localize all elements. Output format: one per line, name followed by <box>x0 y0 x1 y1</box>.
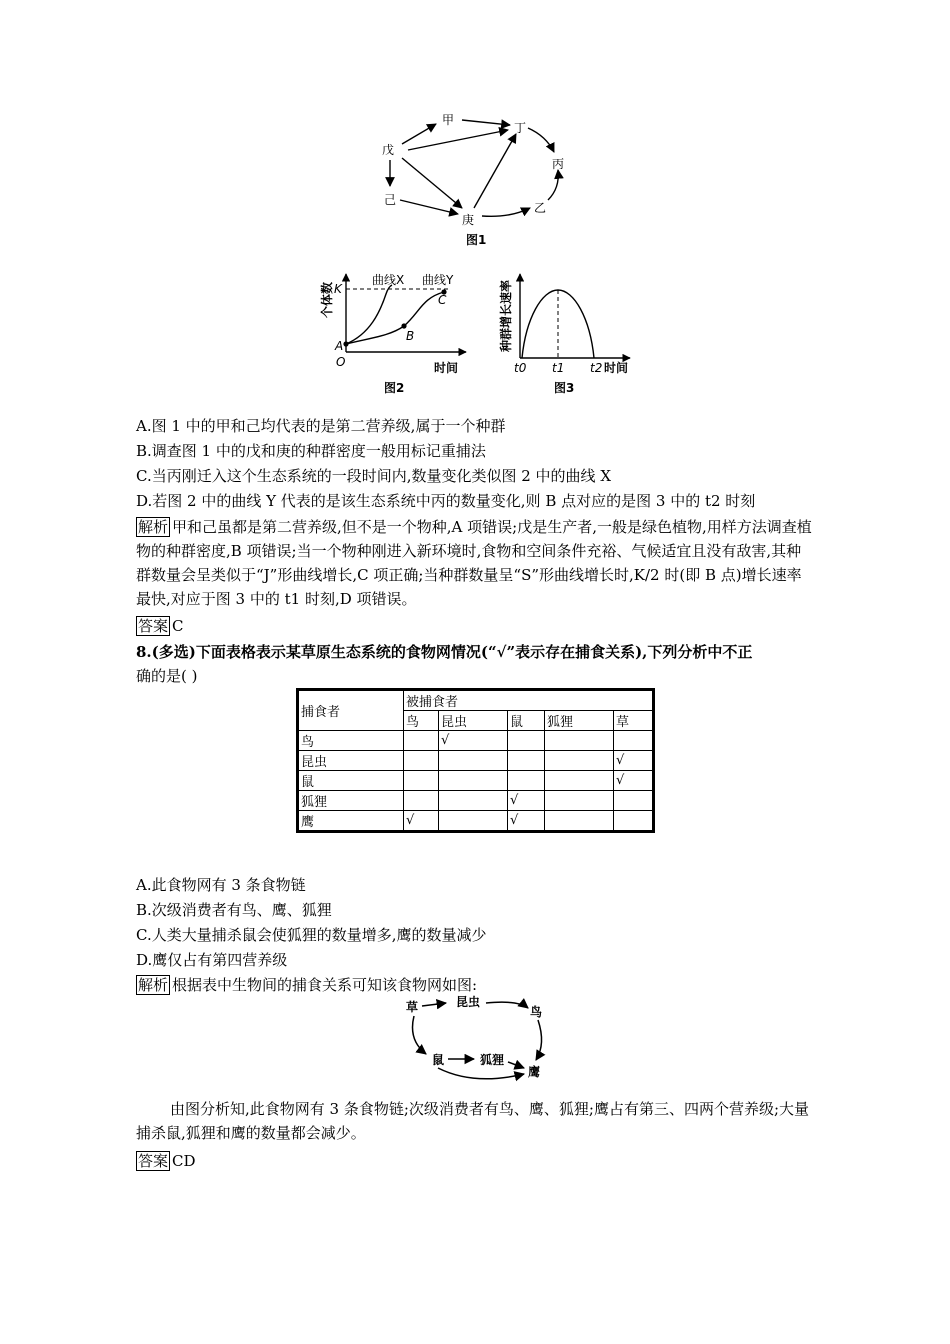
figure-2 <box>314 268 474 398</box>
node-ding: 丁 <box>514 121 527 135</box>
table-cell <box>439 791 508 811</box>
arrow-fox-eagle <box>508 1062 524 1068</box>
table-cell <box>404 731 439 751</box>
table-cell <box>404 791 439 811</box>
q8-answer-text: CD <box>172 1152 196 1170</box>
arrow-wu-jia <box>402 124 436 144</box>
table-row <box>298 791 654 811</box>
table-cell <box>545 811 614 832</box>
node-yi: 乙 <box>534 201 547 215</box>
q8-analysis-body: 由图分析知,此食物网有 3 条食物链;次级消费者有鸟、鹰、狐狸;鹰占有第三、四两个营养级;大量捕杀鼠,狐狸和鹰的数量都会减少。 <box>136 1100 810 1142</box>
fig3-ylabel: 种群增长速率 <box>499 279 513 352</box>
table-cell <box>439 751 508 771</box>
q8-analysis-tag: 解析 <box>138 976 169 994</box>
arrow-insect-bird <box>486 1002 528 1008</box>
q7-option-b: B.调查图 1 中的戊和庚的种群密度一般用标记重捕法 <box>136 442 486 460</box>
food-web-table <box>296 688 655 833</box>
row-label: 鹰 <box>298 811 404 832</box>
predator-header: 捕食者 <box>298 690 404 731</box>
table-cell: √ <box>614 771 654 791</box>
arrow-geng-ding <box>474 134 516 208</box>
q7-option-d: D.若图 2 中的曲线 Y 代表的是该生态系统中丙的数量变化,则 B 点对应的是图 3 中的 t2 时刻 <box>136 492 756 510</box>
table-cell <box>614 731 654 751</box>
q8-stem-line1: 8.(多选)下面表格表示某草原生态系统的食物网情况(“√”表示存在捕食关系),下列分析中不正 <box>136 643 753 661</box>
q8-analysis-intro-text: 根据表中生物间的捕食关系可知该食物网如图: <box>172 976 478 994</box>
q8-option-c: C.人类大量捕杀鼠会使狐狸的数量增多,鹰的数量减少 <box>136 926 487 944</box>
prey-header: 被捕食者 <box>404 690 654 711</box>
table-cell <box>614 791 654 811</box>
row-label: 鸟 <box>298 731 404 751</box>
fig2-curve-x-label: 曲线X <box>372 273 405 287</box>
q8-stem-line2: 确的是( ) <box>136 667 198 685</box>
figure-1 <box>370 108 590 248</box>
arrow-yi-bing <box>548 170 558 200</box>
q8-answer-tag: 答案 <box>138 1152 169 1170</box>
q7-option-a: A.图 1 中的甲和己均代表的是第二营养级,属于一个种群 <box>136 417 506 435</box>
fig3-t0-label: t0 <box>514 361 527 375</box>
fig2-k-label: K <box>334 282 342 296</box>
fig3-t1-label: t1 <box>552 361 565 375</box>
q8-option-b: B.次级消费者有鸟、鹰、狐狸 <box>136 901 332 919</box>
point-a <box>343 341 348 346</box>
point-b <box>401 323 406 328</box>
arrow-grass-mouse <box>413 1016 427 1054</box>
table-cell <box>439 771 508 791</box>
figure-3 <box>494 268 644 398</box>
table-cell <box>439 811 508 832</box>
q8-option-d: D.鹰仅占有第四营养级 <box>136 951 288 969</box>
table-cell <box>508 751 545 771</box>
row-label: 狐狸 <box>298 791 404 811</box>
curve-y <box>346 292 444 344</box>
web-insect: 昆虫 <box>456 995 481 1009</box>
table-cell: √ <box>508 791 545 811</box>
q7-answer-tag: 答案 <box>138 617 169 635</box>
q8-option-a: A.此食物网有 3 条食物链 <box>136 876 306 894</box>
arrow-wu-geng <box>402 158 462 208</box>
q7-analysis <box>136 515 812 611</box>
fig2-xlabel: 时间 <box>434 361 459 375</box>
table-row <box>298 731 654 751</box>
figure-2-caption: 图2 <box>384 381 405 395</box>
table-row <box>298 771 654 791</box>
table-cell: √ <box>439 731 508 751</box>
prey-col-bird: 鸟 <box>404 711 439 731</box>
table-cell <box>545 731 614 751</box>
q8-answer <box>136 1149 196 1173</box>
arrow-ding-bing <box>528 128 554 152</box>
q7-analysis-tag: 解析 <box>138 518 169 536</box>
table-cell <box>545 751 614 771</box>
table-row <box>298 751 654 771</box>
node-bing: 丙 <box>552 157 565 171</box>
fig2-curve-y-label: 曲线Y <box>422 273 454 287</box>
table-cell <box>404 771 439 791</box>
arrow-ji-geng <box>400 200 458 214</box>
arrow-wu-ding <box>408 130 508 150</box>
node-geng: 庚 <box>462 213 475 227</box>
table-cell <box>404 751 439 771</box>
arrow-mouse-eagle <box>438 1068 524 1079</box>
q7-answer <box>136 614 184 638</box>
arrow-jia-ding <box>462 120 510 125</box>
q7-option-c: C.当丙刚迁入这个生态系统的一段时间内,数量变化类似图 2 中的曲线 X <box>136 467 612 485</box>
table-cell: √ <box>404 811 439 832</box>
web-mouse: 鼠 <box>432 1053 445 1067</box>
figure-1-caption: 图1 <box>466 233 487 247</box>
table-cell <box>508 731 545 751</box>
table-cell: √ <box>614 751 654 771</box>
web-fox: 狐狸 <box>480 1053 505 1067</box>
table-cell <box>614 811 654 832</box>
fig2-a-label: A <box>335 339 344 353</box>
fig2-ylabel: 个体数 <box>320 281 334 318</box>
table-cell <box>508 771 545 791</box>
prey-col-mouse: 鼠 <box>508 711 545 731</box>
fig2-c-label: C <box>438 293 447 307</box>
prey-col-insect: 昆虫 <box>439 711 508 731</box>
node-jia: 甲 <box>442 113 455 127</box>
web-eagle: 鹰 <box>528 1065 541 1079</box>
fig2-b-label: B <box>406 329 415 343</box>
arrow-bird-eagle <box>536 1020 542 1060</box>
node-wu: 戊 <box>382 143 395 157</box>
row-label: 昆虫 <box>298 751 404 771</box>
table-row <box>298 811 654 832</box>
q7-answer-text: C <box>172 617 184 635</box>
q7-analysis-text: 甲和己虽都是第二营养级,但不是一个物种,A 项错误;戊是生产者,一般是绿色植物,用样方法调查植物的种群密度,B 项错误;当一个物种刚进入新环境时,食物和空间条件充裕、气候适宜且没有敌害,其种群数量会呈类似于“J”形曲线增长,C 项正确;当种群数量呈“S”形曲线增长时,K/2 时(即 B 点)增长速率最快,对应于图 3 中的 t1 时刻,D 项错误。 <box>136 518 812 608</box>
table-cell <box>545 771 614 791</box>
fig3-xlabel: 时间 <box>604 361 629 375</box>
row-label: 鼠 <box>298 771 404 791</box>
web-bird: 鸟 <box>530 1005 543 1019</box>
prey-col-grass: 草 <box>614 711 654 731</box>
prey-col-fox: 狐狸 <box>545 711 614 731</box>
figure-3-caption: 图3 <box>554 381 575 395</box>
food-web-diagram <box>400 994 560 1084</box>
node-ji: 己 <box>384 193 397 207</box>
arrow-grass-insect <box>422 1003 446 1006</box>
table-cell <box>545 791 614 811</box>
table-cell: √ <box>508 811 545 832</box>
fig2-o-label: O <box>336 355 346 369</box>
web-grass: 草 <box>406 1000 419 1014</box>
fig3-t2-label: t2 <box>590 361 603 375</box>
arrow-geng-yi <box>482 208 530 216</box>
